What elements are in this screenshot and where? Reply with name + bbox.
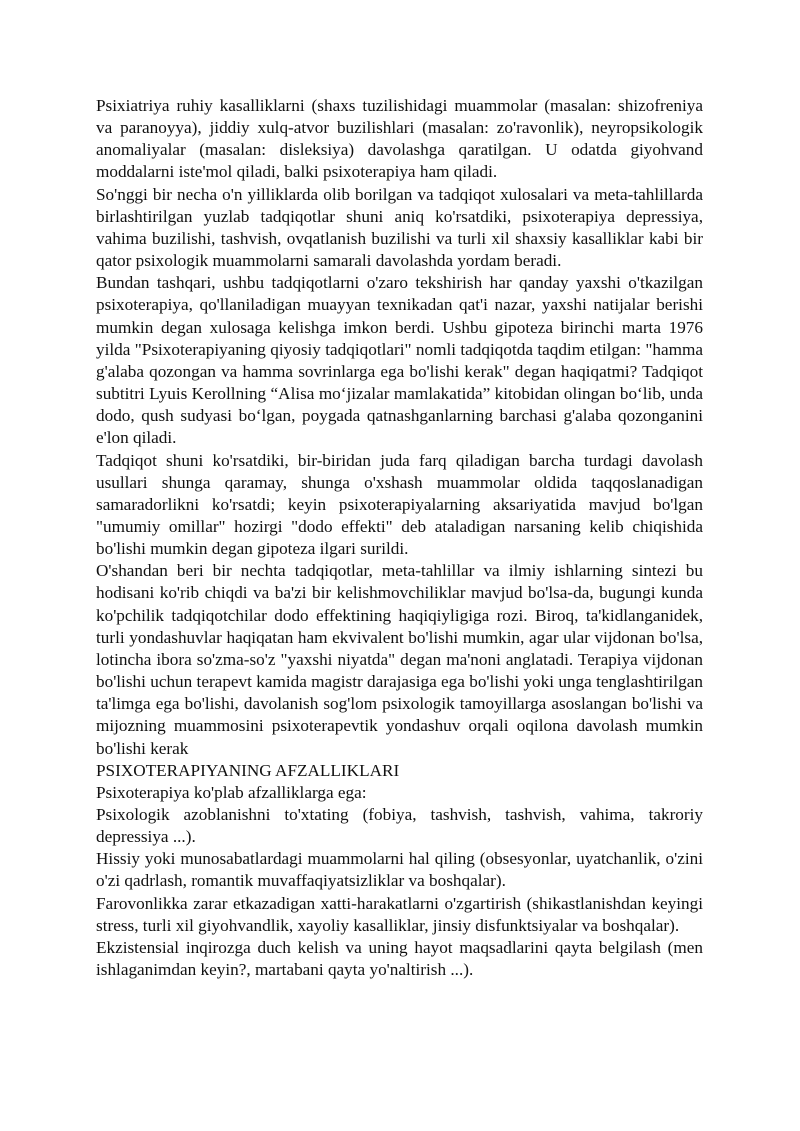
- document-page: [96, 95, 703, 981]
- list-item-existential-crisis: Ekzistensial inqirozga duch kelish va uning hayot maqsadlarini qayta belgilash (men ishlaganimdan keyin?, martabani qayta yo'naltirish ...).: [96, 937, 703, 980]
- paragraph-dodo-hypothesis: Bundan tashqari, ushbu tadqiqotlarni o'zaro tekshirish har qanday yaxshi o'tkazilgan psixoterapiya, qo'llaniladigan muayyan texnikadan qat'i nazar, yaxshi natijalar berishi mumkin degan xulosaga kelishga imkon berdi. Ushbu gipoteza birinchi marta 1976 yilda "Psixoterapiyaning qiyosiy tadqiqotlari" nomli tadqiqotda taqdim etilgan: "hamma g'alaba qozongan va hamma sovrinlarga ega bo'lishi kerak" degan haqiqatmi? Tadqiqot subtitri Lyuis Kerollning “Alisa mo‘jizalar mamlakatida” kitobidan olingan bo‘lib, unda dodo, qush sudyasi bo‘lgan, poygada qatnashganlarning barchasi g'alaba qozonganini e'lon qiladi.: [96, 273, 703, 448]
- paragraph-research-findings: So'nggi bir necha o'n yilliklarda olib borilgan va tadqiqot xulosalari va meta-tahlillarda birlashtirilgan yuzlab tadqiqotlar shuni aniq ko'rsatdiki, psixoterapiya depressiya, vahima buzilishi, tashvish, ovqatlanish buzilishi va turli xil shaxsiy kasalliklar kabi bir qator psixologik muammolarni samarali davolashda yordam beradi.: [96, 184, 703, 271]
- paragraph-bona-fide-therapy: O'shandan beri bir nechta tadqiqotlar, meta-tahlillar va ilmiy ishlarning sintezi bu hodisani ko'rib chiqdi va ba'zi bir kelishmovchiliklar mavjud bo'lsa-da, bugungi kunda ko'pchilik tadqiqotchilar dodo effektining haqiqiyligiga rozi. Biroq, ta'kidlanganidek, turli yondashuvlar haqiqatan ham ekvivalent bo'lishi mumkin, agar ular vijdonan bo'lsa, lotincha ibora so'zma-so'z "yaxshi niyatda" degan ma'noni anglatadi. Terapiya vijdonan bo'lishi uchun terapevt kamida magistr darajasiga ega bo'lishi yoki unga tenglashtirilgan ta'limga ega bo'lishi, davolanish sog'lom psixologik tamoyillarga asoslangan bo'lishi va mijozning muammosini psixoterapevtik yondashuv orqali oqilona davolash mumkin bo'lishi kerak: [96, 561, 703, 758]
- list-item-psychological-suffering: Psixologik azoblanishni to'xtating (fobiya, tashvish, tashvish, vahima, takroriy depressiya ...).: [96, 805, 703, 847]
- section-heading-benefits: PSIXOTERAPIYANING AFZALLIKLARI: [96, 760, 400, 780]
- paragraph-psychiatry-intro: Psixiatriya ruhiy kasalliklarni (shaxs tuzilishidagi muammolar (masalan: shizofreniya va paranoyya), jiddiy xulq-atvor buzilishlari (masalan: zo'ravonlik), neyropsikologik anomaliyalar (masalan: disleksiya) davolashga qaratilgan. U odatda giyohvand moddalarni iste'mol qiladi, balki psixoterapiya ham qiladi.: [96, 96, 703, 182]
- paragraph-benefits-intro: Psixoterapiya ko'plab afzalliklarga ega:: [96, 782, 367, 802]
- list-item-harmful-behaviors: Farovonlikka zarar etkazadigan xatti-harakatlarni o'zgartirish (shikastlanishdan keyingi stress, turli xil giyohvandlik, xayoliy kasalliklar, jinsiy disfunktsiyalar va boshqalar).: [96, 893, 703, 935]
- list-item-emotional-problems: Hissiy yoki munosabatlardagi muammolarni hal qiling (obsesyonlar, uyatchanlik, o'zini o'zi qadrlash, romantik muvaffaqiyatsizliklar va boshqalar).: [96, 849, 703, 891]
- paragraph-common-factors: Tadqiqot shuni ko'rsatdiki, bir-biridan juda farq qiladigan barcha turdagi davolash usullari shunga qaramay, shunga o'xshash muammolar oldida taqqoslanadigan samaradorlikni ko'rsatdi; keyin psixoterapiyalarning aksariyatida mavjud bo'lgan "umumiy omillar" hozirgi "dodo effekti" deb ataladigan narsaning kelib chiqishida bo'lishi mumkin degan gipoteza ilgari surildi.: [96, 450, 703, 559]
